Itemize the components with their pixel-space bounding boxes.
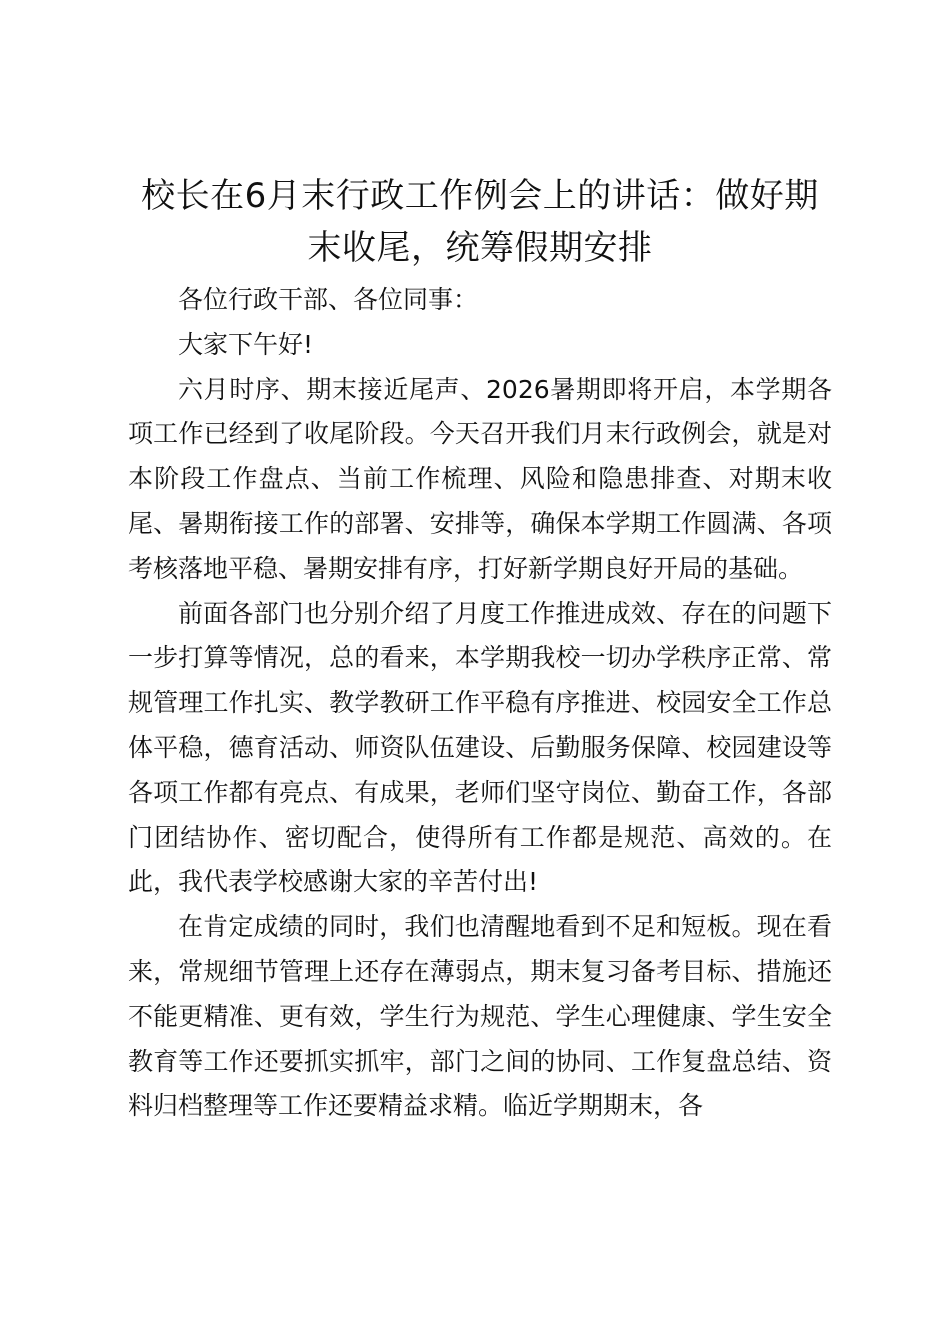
document-body [128, 170, 832, 1129]
paragraph-intro: 六月时序、期末接近尾声、2026暑期即将开启，本学期各项工作已经到了收尾阶段。今天召开我们月末行政例会，就是对本阶段工作盘点、当前工作梳理、风险和隐患排查、对期末收尾、暑期衔接工作的部署、安排等，确保本学期工作圆满、各项考核落地平稳、暑期安排有序，打好新学期良好开局的基础。 [128, 374, 832, 583]
paragraph-achievements: 前面各部门也分别介绍了月度工作推进成效、存在的问题下一步打算等情况，总的看来，本学期我校一切办学秩序正常、常规管理工作扎实、教学教研工作平稳有序推进、校园安全工作总体平稳，德育活动、师资队伍建设、后勤服务保障、校园建设等各项工作都有亮点、有成果，老师们坚守岗位、勤奋工作，各部门团结协作、密切配合，使得所有工作都是规范、高效的。在此，我代表学校感谢大家的辛苦付出! [128, 598, 832, 897]
greeting-line: 大家下午好! [178, 329, 314, 359]
document-title: 校长在6月末行政工作例会上的讲话：做好期末收尾，统筹假期安排 [141, 176, 819, 268]
salutation: 各位行政干部、各位同事： [178, 285, 479, 314]
paragraph-shortcomings: 在肯定成绩的同时，我们也清醒地看到不足和短板。现在看来，常规细节管理上还存在薄弱点，期末复习备考目标、措施还不能更精准、更有效，学生行为规范、学生心理健康、学生安全教育等工作还要抓实抓牢，部门之间的协同、工作复盘总结、资料归档整理等工作还要精益求精。临近学期期末，各 [128, 912, 832, 1121]
